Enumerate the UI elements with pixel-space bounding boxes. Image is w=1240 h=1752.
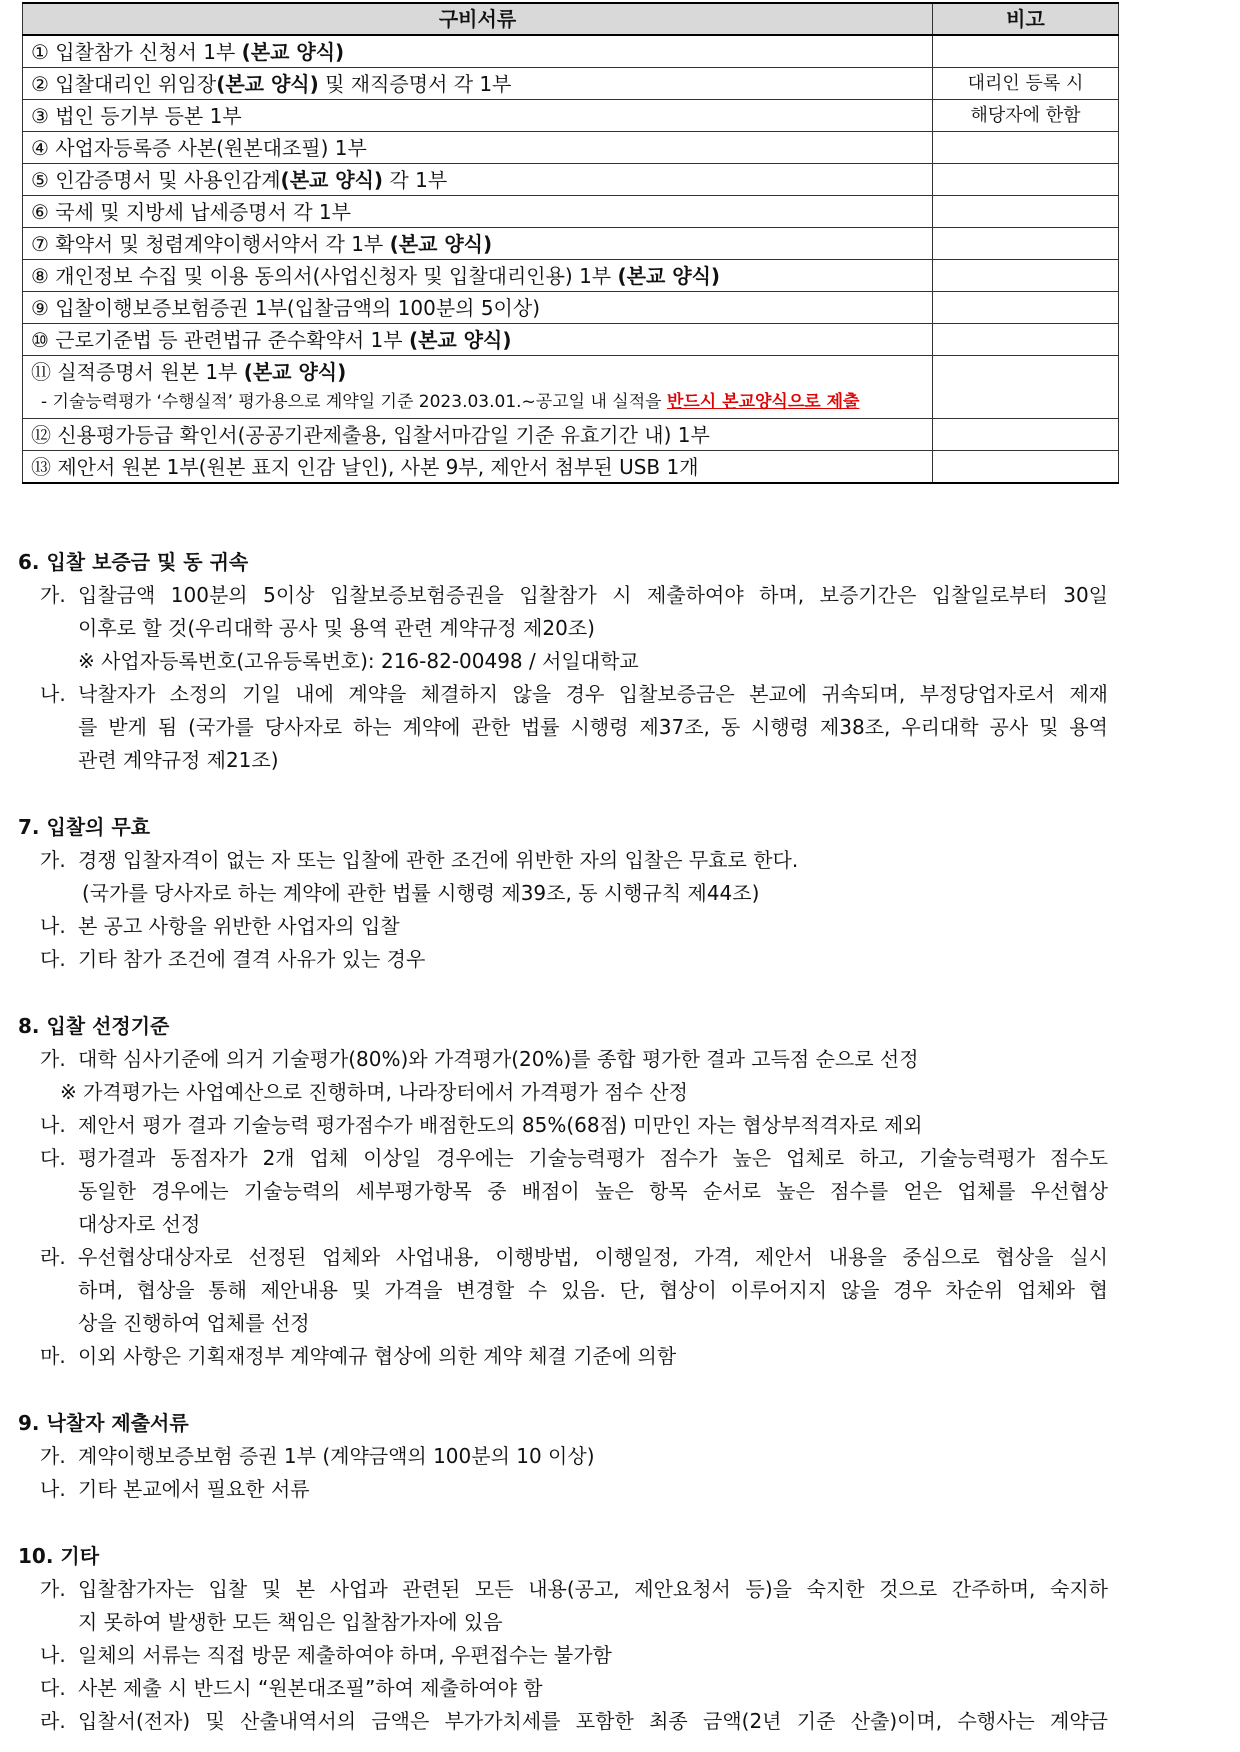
section-8-title: 8. 입찰 선정기준: [18, 1014, 170, 1038]
item-text: 법인 등기부 등본 1부: [55, 103, 242, 128]
section-9-ga-line1: 계약이행보증보험 증권 1부 (계약금액의 100분의 10 이상): [78, 1444, 595, 1468]
section-8-ma-line1: 이외 사항은 기획재정부 계약예규 협상에 의한 계약 체결 기준에 의함: [78, 1344, 677, 1368]
note-cell: [933, 356, 1119, 419]
doc-cell: [23, 260, 933, 292]
section-8-ra-line1: 우선협상대상자로 선정된 업체와 사업내용, 이행방법, 이행일정, 가격, 제안서 내용을 중심으로 협상을 실시: [78, 1245, 1108, 1269]
item-tail: 각 1부: [383, 167, 448, 192]
item-text: 신용평가등급 확인서(공공기관제출용, 입찰서마감일 기준 유효기간 내) 1부: [57, 422, 710, 447]
doc-cell: [23, 196, 933, 228]
doc-cell: [23, 100, 933, 132]
section-7-marker-ga: 가.: [40, 848, 66, 872]
table-row: [23, 228, 1119, 260]
note-cell: [933, 324, 1119, 356]
item-text: 근로기준법 등 관련법규 준수확약서 1부: [55, 327, 409, 352]
section-8-marker-da: 다.: [40, 1146, 66, 1170]
table-row: [23, 292, 1119, 324]
item-text: 인감증명서 및 사용인감계: [55, 167, 281, 192]
note-cell: [933, 132, 1119, 164]
section-7-title: 7. 입찰의 무효: [18, 815, 151, 839]
section-7-na-line1: 본 공고 사항을 위반한 사업자의 입찰: [78, 914, 400, 938]
section-9-na-line1: 기타 본교에서 필요한 서류: [78, 1477, 310, 1501]
table-row: [23, 196, 1119, 228]
doc-cell: [23, 132, 933, 164]
note-cell: [933, 292, 1119, 324]
note-cell: [933, 196, 1119, 228]
header-note: 비고: [933, 3, 1119, 35]
doc-cell: [23, 228, 933, 260]
section-6-marker-ga: 가.: [40, 583, 66, 607]
section-8-ra-line2: 하며, 협상을 통해 제안내용 및 가격을 변경할 수 있음. 단, 협상이 이루어지지 않을 경우 차순위 업체와 협: [78, 1278, 1108, 1302]
section-8-marker-ra: 라.: [40, 1245, 66, 1269]
section-6-na-line2: 를 받게 됨 (국가를 당사자로 하는 계약에 관한 법률 시행령 제37조, 동 시행령 제38조, 우리대학 공사 및 용역: [78, 715, 1108, 739]
section-6-na-line3: 관련 계약규정 제21조): [78, 748, 279, 772]
section-9-title: 9. 낙찰자 제출서류: [18, 1411, 189, 1435]
required-documents-table: [22, 2, 1119, 484]
section-7-ga-line2: (국가를 당사자로 하는 계약에 관한 법률 시행령 제39조, 동 시행규칙 제44조): [82, 881, 760, 905]
item-text: 입찰참가 신청서 1부: [55, 39, 242, 64]
item-number: ③: [31, 103, 49, 128]
item-number: ④: [31, 135, 49, 160]
item-form-tag: (본교 양식): [389, 231, 493, 256]
table-row: [23, 324, 1119, 356]
item-number: ②: [31, 71, 49, 96]
item-form-tag: (본교 양식): [243, 360, 347, 384]
item-tail: 및 재직증명서 각 1부: [318, 71, 512, 96]
item-number: ⑧: [31, 263, 49, 288]
section-6-title: 6. 입찰 보증금 및 동 귀속: [18, 550, 249, 574]
section-10-title: 10. 기타: [18, 1544, 100, 1568]
table-row: [23, 100, 1119, 132]
item-form-tag: (본교 양식): [617, 263, 721, 288]
doc-cell: [23, 356, 933, 419]
section-9-marker-ga: 가.: [40, 1444, 66, 1468]
section-10-marker-na: 나.: [40, 1643, 66, 1667]
section-6-na-line1: 낙찰자가 소정의 기일 내에 계약을 체결하지 않을 경우 입찰보증금은 본교에 귀속되며, 부정당업자로서 제재: [78, 682, 1108, 706]
section-10-ga-line2: 지 못하여 발생한 모든 책임은 입찰참가자에 있음: [78, 1610, 503, 1634]
section-8-marker-ga: 가.: [40, 1047, 66, 1071]
section-7-da-line1: 기타 참가 조건에 결격 사유가 있는 경우: [78, 947, 426, 971]
item-form-tag: (본교 양식): [241, 39, 345, 64]
item-text: 입찰이행보증보험증권 1부(입찰금액의 100분의 5이상): [55, 295, 540, 320]
table-row: [23, 164, 1119, 196]
section-6-ga-line1: 입찰금액 100분의 5이상 입찰보증보험증권을 입찰참가 시 제출하여야 하며, 보증기간은 입찰일로부터 30일: [78, 583, 1108, 607]
section-8-ga-line1: 대학 심사기준에 의거 기술평가(80%)와 가격평가(20%)를 종합 평가한 결과 고득점 순으로 선정: [78, 1047, 919, 1071]
table-row: [23, 356, 1119, 419]
section-8-marker-ma: 마.: [40, 1344, 66, 1368]
item-text: 개인정보 수집 및 이용 동의서(사업신청자 및 입찰대리인용) 1부: [55, 263, 618, 288]
doc-cell: [23, 68, 933, 100]
doc-cell: [23, 451, 933, 484]
note-cell: 대리인 등록 시: [933, 68, 1119, 100]
item-text: 입찰대리인 위임장: [55, 71, 217, 96]
note-cell: [933, 260, 1119, 292]
item-text: 제안서 원본 1부(원본 표지 인감 날인), 사본 9부, 제안서 첨부된 USB 1개: [57, 454, 699, 479]
table-row: [23, 419, 1119, 451]
table-header-row: [23, 3, 1119, 35]
item-number: ⑦: [31, 231, 49, 256]
section-7-ga-line1: 경쟁 입찰자격이 없는 자 또는 입찰에 관한 조건에 위반한 자의 입찰은 무효로 한다.: [78, 848, 799, 872]
item-text: 확약서 및 청렴계약이행서약서 각 1부: [55, 231, 390, 256]
item-number: ⑫: [31, 422, 51, 447]
note-cell: 해당자에 한함: [933, 100, 1119, 132]
note-cell: [933, 228, 1119, 260]
item-number: ⑨: [31, 295, 49, 320]
section-6-ga-line2: 이후로 할 것(우리대학 공사 및 용역 관련 계약규정 제20조): [78, 616, 595, 640]
section-8-na-line1: 제안서 평가 결과 기술능력 평가점수가 배점한도의 85%(68점) 미만인 자는 협상부적격자로 제외: [78, 1113, 923, 1137]
section-9-marker-na: 나.: [40, 1477, 66, 1501]
note-cell: [933, 35, 1119, 68]
item-form-tag: (본교 양식): [280, 167, 384, 192]
section-6-marker-na: 나.: [40, 682, 66, 706]
item-number: ⑥: [31, 199, 49, 224]
doc-cell: [23, 35, 933, 68]
section-6-ga-note: ※ 사업자등록번호(고유등록번호): 216-82-00498 / 서일대학교: [78, 649, 639, 673]
item-number: ①: [31, 39, 49, 64]
header-docs: 구비서류: [23, 3, 933, 35]
item-form-tag: (본교 양식): [408, 327, 512, 352]
item-form-tag: (본교 양식): [216, 71, 319, 96]
doc-cell: [23, 292, 933, 324]
note-cell: [933, 164, 1119, 196]
table-row: [23, 260, 1119, 292]
section-10-marker-ra: 라.: [40, 1709, 66, 1733]
item-subnote: - 기술능력평가 ‘수행실적’ 평가용으로 계약일 기준 2023.03.01.~공고일 내 실적을: [41, 392, 667, 412]
note-cell: [933, 419, 1119, 451]
item-number: ⑪: [31, 360, 51, 384]
item-number: ⑤: [31, 167, 49, 192]
item-number: ⑩: [31, 327, 49, 352]
section-8-da-line2: 동일한 경우에는 기술능력의 세부평가항목 중 배점이 높은 항목 순서로 높은 점수를 얻은 업체를 우선협상: [78, 1179, 1108, 1203]
item-text: 국세 및 지방세 납세증명서 각 1부: [55, 199, 351, 224]
section-8-ra-line3: 상을 진행하여 업체를 선정: [78, 1311, 310, 1335]
table-row: [23, 132, 1119, 164]
table-row: [23, 451, 1119, 484]
item-number: ⑬: [31, 454, 51, 479]
section-8-marker-na: 나.: [40, 1113, 66, 1137]
table-row: [23, 68, 1119, 100]
section-10-marker-da: 다.: [40, 1676, 66, 1700]
section-10-ga-line1: 입찰참가자는 입찰 및 본 사업과 관련된 모든 내용(공고, 제안요청서 등)을 숙지한 것으로 간주하며, 숙지하: [78, 1577, 1108, 1601]
item-subnote-emphasis: 반드시 본교양식으로 제출: [666, 392, 860, 412]
item-text: 실적증명서 원본 1부: [57, 360, 244, 384]
item-text: 사업자등록증 사본(원본대조필) 1부: [55, 135, 367, 160]
doc-cell: [23, 419, 933, 451]
section-10-ra-line1: 입찰서(전자) 및 산출내역서의 금액은 부가가치세를 포함한 최종 금액(2년 기준 산출)이며, 수행사는 계약금: [78, 1709, 1108, 1733]
section-10-da-line1: 사본 제출 시 반드시 “원본대조필”하여 제출하여야 함: [78, 1676, 543, 1700]
section-8-da-line3: 대상자로 선정: [78, 1212, 201, 1236]
section-10-marker-ga: 가.: [40, 1577, 66, 1601]
section-7-marker-da: 다.: [40, 947, 66, 971]
section-8-da-line1: 평가결과 동점자가 2개 업체 이상일 경우에는 기술능력평가 점수가 높은 업체로 하고, 기술능력평가 점수도: [78, 1146, 1108, 1170]
doc-cell: [23, 324, 933, 356]
table-row: [23, 35, 1119, 68]
section-7-marker-na: 나.: [40, 914, 66, 938]
note-cell: [933, 451, 1119, 484]
doc-cell: [23, 164, 933, 196]
section-10-na-line1: 일체의 서류는 직접 방문 제출하여야 하며, 우편접수는 불가함: [78, 1643, 612, 1667]
section-8-ga-note: ※ 가격평가는 사업예산으로 진행하며, 나라장터에서 가격평가 점수 산정: [60, 1080, 688, 1104]
